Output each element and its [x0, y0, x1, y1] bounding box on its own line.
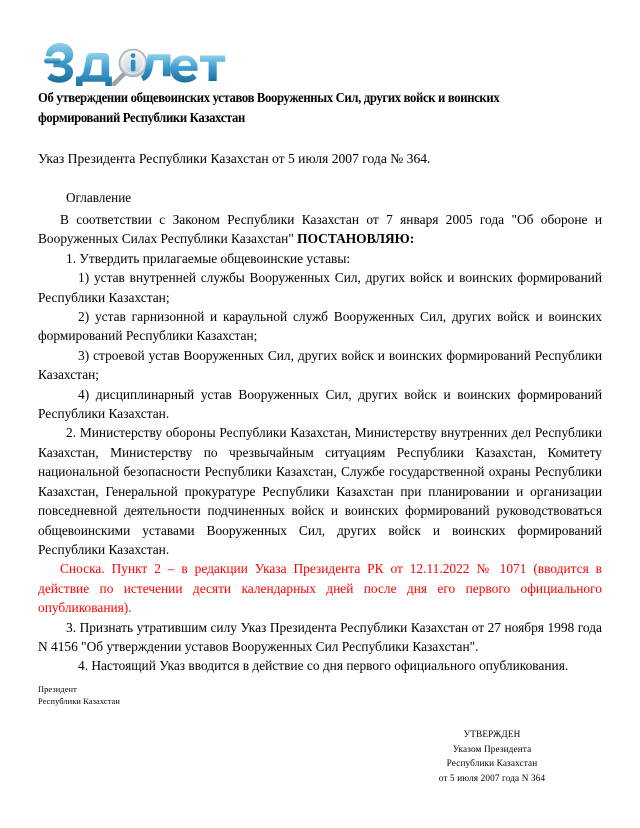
signature-title: Президент: [38, 684, 77, 694]
footnote-amendment-note: Сноска. Пункт 2 – в редакции Указа Президента РК от 12.11.2022 № 1071 (вводится в действие по истечении десяти календарных дней после дня его первого официального опубликования).: [38, 561, 602, 616]
approval-date-number: от 5 июля 2007 года N 364: [438, 772, 546, 783]
table-of-contents-link[interactable]: Оглавление: [66, 190, 132, 205]
approval-by-decree: Указом Президента: [452, 743, 532, 754]
paragraph-1-item-4: 4) дисциплинарный устав Вооруженных Сил, других войск и воинских формирований Республики Казахстан.: [38, 386, 602, 422]
paragraph-1-item-3: 3) строевой устав Вооруженных Сил, других войск и воинских формирований Республики Казахстан;: [38, 347, 602, 383]
paragraph-2: 2. Министерству обороны Республики Казахстан, Министерству внутренних дел Республики Казахстан, Министерству по чрезвычайным ситуациям Республики Казахстан, Комитету национальной безопасности Республики Казахстан, Службе государственной охраны Республики Казахстан, Генеральной прокуратуре Республики Казахстан при планировании и организации повседневной деятельности подчиненных войск и воинских формирований руководствоваться общевоинскими уставами Вооруженных Сил, других войск и воинских формирований Республики Казахстан.: [38, 425, 602, 557]
paragraph-4: 4. Настоящий Указ вводится в действие со дня первого официального опубликования.: [78, 658, 569, 674]
document-body: [38, 88, 602, 709]
paragraph-1-item-2: 2) устав гарнизонной и караульной служб Вооруженных Сил, других войск и воинских формирований Республики Казахстан;: [38, 309, 602, 344]
preamble-paragraph: [38, 210, 602, 249]
logo-letter-ae: [44, 43, 73, 83]
adilet-logo[interactable]: [38, 32, 238, 86]
document-subtitle: Указ Президента Республики Казахстан от 5 июля 2007 года № 364.: [38, 151, 431, 166]
signature-block: [38, 684, 602, 709]
preamble-text: В соответствии с Законом Республики Казахстан от 7 января 2005 года "Об обороне и Вооруженных Силах Республики Казахстан": [38, 212, 602, 247]
postanovlyayu-keyword: ПОСТАНОВЛЯЮ:: [297, 231, 415, 247]
approval-heading: УТВЕРЖДЕН: [463, 729, 521, 739]
paragraph-1-item-1: 1) устав внутренней службы Вооруженных Сил, других войск и воинских формирований Республики Казахстан;: [38, 270, 602, 305]
signature-country: Республики Казахстан: [38, 697, 120, 707]
adilet-logo-svg: [38, 32, 238, 86]
paragraph-1: 1. Утвердить прилагаемые общевоинские уставы:: [66, 250, 351, 266]
page-title: Об утверждении общевоинских уставов Вооруженных Сил, других войск и воинских формирований Республики Казахстан: [38, 90, 500, 125]
approval-block: [382, 727, 602, 785]
paragraph-3: 3. Признать утратившим силу Указ Президента Республики Казахстан от 27 ноября 1998 года N 4156 "Об утверждении уставов Вооруженных Сил Республики Казахстан".: [38, 619, 602, 654]
logo-letter-de: [76, 53, 112, 86]
approval-country: Республики Казахстан: [446, 758, 538, 769]
